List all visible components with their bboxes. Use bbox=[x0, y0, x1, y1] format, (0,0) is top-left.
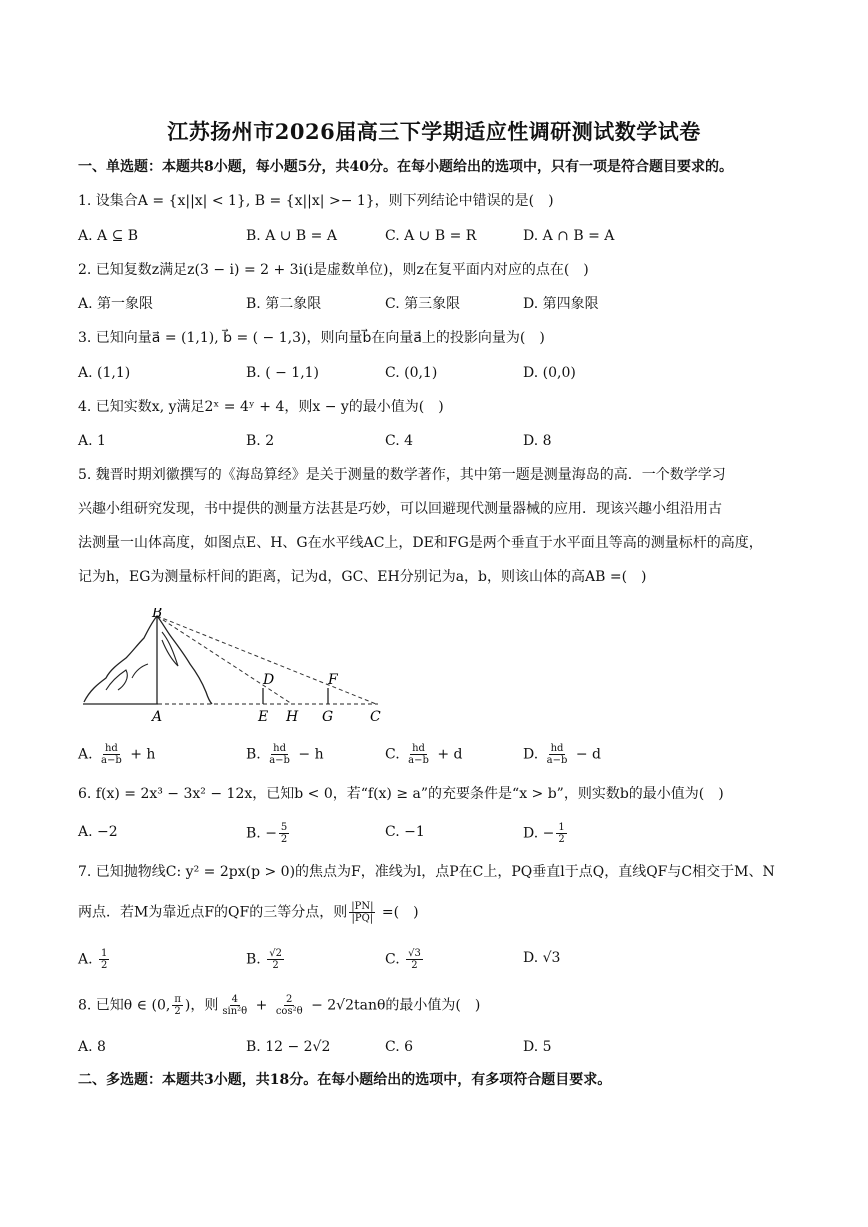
question-8-option-d: D. 5 bbox=[523, 1039, 552, 1055]
numerator: 5 bbox=[280, 822, 288, 833]
question-3-stem: 3. 已知向量a⃗ = (1,1), b⃗ = ( − 1,3)，则向量b⃗在向量a⃗上的投影向量为( ) bbox=[78, 330, 545, 346]
stem-text: + bbox=[251, 997, 272, 1014]
denominator: 2 bbox=[558, 834, 565, 845]
question-5-stem-line-4: 记为h，EG为测量标杆间的距离，记为d，GC、EH分别记为a，b，则该山体的高AB =( ) bbox=[78, 569, 647, 585]
question-7-option-c bbox=[385, 948, 425, 971]
question-6-option-b bbox=[246, 822, 291, 845]
denominator: |PQ| bbox=[351, 913, 374, 924]
question-7-option-a bbox=[78, 948, 111, 971]
question-3-option-a: A. (1,1) bbox=[78, 365, 131, 381]
denominator: 2 bbox=[101, 960, 108, 971]
fraction bbox=[99, 743, 124, 766]
mountain-detail-right bbox=[162, 632, 178, 666]
question-1-option-d: D. A ∩ B = A bbox=[523, 228, 615, 244]
fraction bbox=[267, 948, 284, 971]
numerator: √3 bbox=[408, 948, 421, 959]
numerator: hd bbox=[412, 743, 425, 754]
question-4-option-c: C. 4 bbox=[385, 433, 414, 449]
denominator: sin²θ bbox=[222, 1006, 248, 1017]
question-5-figure bbox=[78, 608, 398, 730]
stem-text: =( ) bbox=[377, 904, 419, 921]
fraction bbox=[267, 743, 292, 766]
section-heading-single-choice: 一、单选题：本题共8小题，每小题5分，共40分。在每小题给出的选项中，只有一项是符合题目要求的。 bbox=[78, 159, 733, 175]
numerator: |PN| bbox=[351, 901, 374, 912]
section-heading-multiple-choice: 二、多选题：本题共3小题，共18分。在每小题给出的选项中，有多项符合题目要求。 bbox=[78, 1072, 612, 1088]
label-a: A bbox=[152, 709, 163, 725]
numerator: √2 bbox=[269, 948, 282, 959]
numerator: 1 bbox=[101, 948, 108, 959]
question-8-stem bbox=[78, 994, 480, 1017]
option-prefix: C. −1 bbox=[385, 824, 425, 840]
numerator: hd bbox=[273, 743, 286, 754]
question-8-option-b: B. 12 − 2√2 bbox=[246, 1039, 331, 1055]
question-6-stem: 6. f(x) = 2x³ − 3x² − 12x，已知b < 0，若“f(x) ≥ a”的充要条件是“x > b”，则实数b的最小值为( ) bbox=[78, 786, 724, 802]
fraction-2-over-cos2 bbox=[274, 994, 305, 1017]
question-6-option-a bbox=[78, 822, 118, 842]
option-prefix: B. − bbox=[246, 825, 277, 842]
fraction bbox=[279, 822, 289, 845]
question-3-option-b: B. ( − 1,1) bbox=[246, 365, 320, 381]
question-1-stem: 1. 设集合A = {x||x| < 1}, B = {x||x| >− 1}，则下列结论中错误的是( ) bbox=[78, 193, 554, 209]
fraction-4-over-sin2 bbox=[220, 994, 249, 1017]
option-prefix: A. bbox=[78, 951, 98, 968]
fraction bbox=[99, 948, 109, 971]
label-h: H bbox=[286, 709, 299, 725]
denominator: 2 bbox=[411, 960, 418, 971]
question-4-option-d: D. 8 bbox=[523, 433, 552, 449]
option-prefix: D. bbox=[523, 746, 543, 763]
question-1-option-b: B. A ∪ B = A bbox=[246, 228, 337, 244]
option-prefix: A. bbox=[78, 746, 98, 763]
denominator: cos²θ bbox=[275, 1006, 303, 1017]
question-2-option-c: C. 第三象限 bbox=[385, 296, 461, 312]
question-7-stem-line-2 bbox=[78, 901, 419, 924]
option-prefix: D. √3 bbox=[523, 950, 561, 966]
question-5-option-c bbox=[385, 743, 462, 766]
label-d: D bbox=[263, 672, 275, 688]
question-7-option-d bbox=[523, 948, 560, 968]
question-5-option-a bbox=[78, 743, 155, 766]
question-3-option-c: C. (0,1) bbox=[385, 365, 438, 381]
option-tail: + h bbox=[125, 746, 156, 763]
numerator: 4 bbox=[231, 994, 238, 1005]
option-prefix: C. bbox=[385, 746, 405, 763]
question-2-stem: 2. 已知复数z满足z(3 − i) = 2 + 3i(i是虚数单位)，则z在复平面内对应的点在( ) bbox=[78, 262, 589, 278]
denominator: a−b bbox=[408, 755, 429, 766]
fraction-pn-pq bbox=[349, 901, 375, 924]
question-2-option-d: D. 第四象限 bbox=[523, 296, 599, 312]
question-7-stem-line-1: 7. 已知抛物线C: y² = 2px(p > 0)的焦点为F，准线为l，点P在C上，PQ垂直l于点Q，直线QF与C相交于M、N bbox=[78, 864, 775, 880]
fraction-pi-over-2 bbox=[172, 994, 183, 1017]
denominator: a−b bbox=[101, 755, 122, 766]
denominator: 2 bbox=[174, 1006, 181, 1017]
question-4-option-a: A. 1 bbox=[78, 433, 106, 449]
question-4-option-b: B. 2 bbox=[246, 433, 275, 449]
question-5-option-b bbox=[246, 743, 324, 766]
option-prefix: B. bbox=[246, 746, 266, 763]
sight-line-bc bbox=[157, 616, 376, 704]
fraction bbox=[545, 743, 570, 766]
question-8-option-a: A. 8 bbox=[78, 1039, 106, 1055]
option-prefix: D. − bbox=[523, 825, 555, 842]
numerator: 1 bbox=[558, 822, 565, 833]
question-4-stem: 4. 已知实数x, y满足2ˣ = 4ʸ + 4，则x − y的最小值为( ) bbox=[78, 399, 444, 415]
numerator: hd bbox=[550, 743, 564, 754]
option-tail: + d bbox=[432, 746, 463, 763]
denominator: a−b bbox=[269, 755, 290, 766]
fraction bbox=[406, 743, 431, 766]
stem-text: )，则 bbox=[184, 997, 219, 1014]
option-prefix: C. bbox=[385, 951, 405, 968]
question-5-stem-line-2: 兴趣小组研究发现，书中提供的测量方法甚是巧妙，可以回避现代测量器械的应用．现该兴趣小组沿用古 bbox=[78, 501, 722, 517]
sight-line-bh bbox=[157, 616, 292, 704]
stem-text: − 2√2tanθ的最小值为( ) bbox=[306, 997, 481, 1014]
option-tail: − d bbox=[571, 746, 601, 763]
question-5-stem-line-1: 5. 魏晋时期刘徽撰写的《海岛算经》是关于测量的数学著作，其中第一题是测量海岛的高．一个数学学习 bbox=[78, 467, 726, 483]
denominator: a−b bbox=[546, 755, 568, 766]
fraction bbox=[556, 822, 566, 845]
page-title: 江苏扬州市2026届高三下学期适应性调研测试数学试卷 bbox=[167, 119, 701, 144]
numerator: π bbox=[174, 994, 181, 1005]
option-tail: − h bbox=[293, 746, 324, 763]
question-1-option-a: A. A ⊆ B bbox=[78, 228, 139, 244]
numerator: hd bbox=[104, 743, 118, 754]
label-e: E bbox=[258, 709, 269, 725]
question-3-option-d: D. (0,0) bbox=[523, 365, 576, 381]
question-5-option-d bbox=[523, 743, 601, 766]
label-c: C bbox=[370, 709, 381, 725]
question-8-option-c: C. 6 bbox=[385, 1039, 414, 1055]
option-prefix: B. bbox=[246, 951, 266, 968]
mountain-outline bbox=[84, 616, 212, 704]
label-b: B bbox=[152, 608, 163, 621]
numerator: 2 bbox=[286, 994, 293, 1005]
question-1-option-c: C. A ∪ B = R bbox=[385, 228, 477, 244]
denominator: 2 bbox=[272, 960, 279, 971]
mountain-detail-left bbox=[132, 664, 148, 678]
stem-text: 8. 已知θ ∈ (0, bbox=[78, 997, 171, 1014]
fraction bbox=[406, 948, 423, 971]
question-6-option-d bbox=[523, 822, 569, 845]
denominator: 2 bbox=[280, 834, 288, 845]
question-6-option-c bbox=[385, 822, 425, 842]
question-7-option-b bbox=[246, 948, 286, 971]
question-2-option-a: A. 第一象限 bbox=[78, 296, 154, 312]
label-f: F bbox=[328, 672, 338, 688]
question-5-stem-line-3: 法测量一山体高度，如图点E、H、G在水平线AC上，DE和FG是两个垂直于水平面且等高的测量标杆的高度， bbox=[78, 535, 763, 551]
mountain-diagram bbox=[78, 608, 398, 726]
option-prefix: A. −2 bbox=[78, 824, 118, 840]
label-g: G bbox=[322, 709, 334, 725]
stem-text: 两点．若M为靠近点F的QF的三等分点，则 bbox=[78, 904, 348, 921]
question-2-option-b: B. 第二象限 bbox=[246, 296, 322, 312]
